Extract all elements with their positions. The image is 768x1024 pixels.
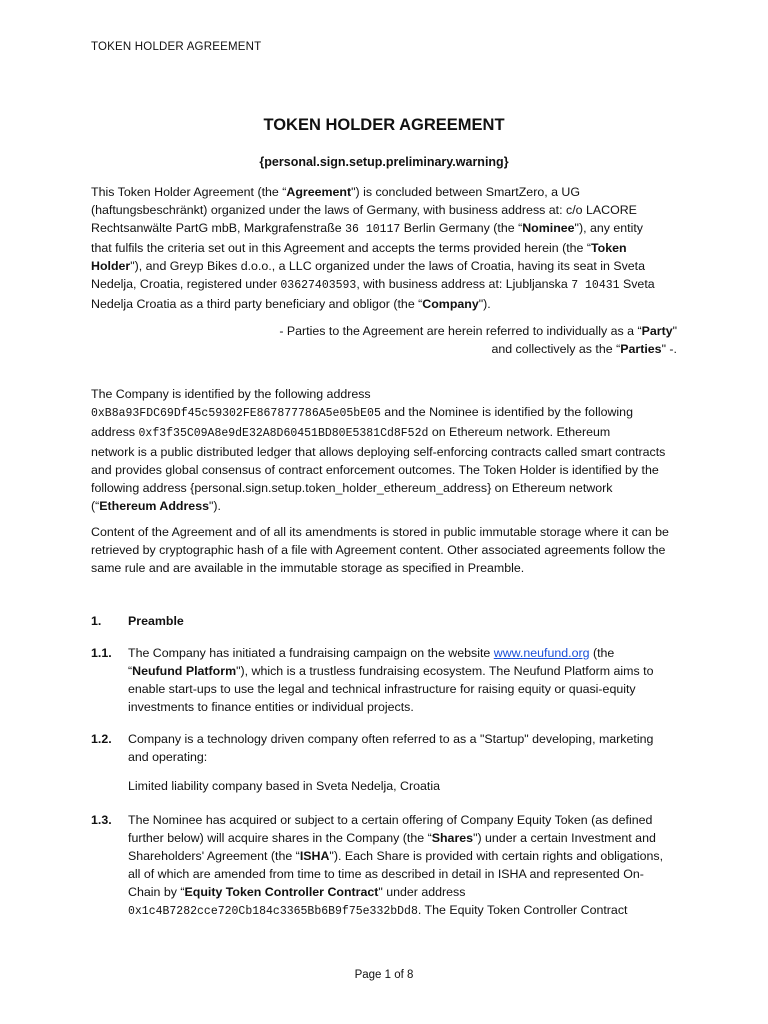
clause-1-1: The Company has initiated a fundraising campaign on the website www.neufund.org (the “Neufund Platform"), which is a trustless fundraising ecosystem. The Neufund Platform aims to enable start-ups to use the legal and technical infrastructure for raising equity or quasi-equity investments to finance entities or individual projects. — [128, 646, 654, 714]
clause-1-2-number: 1.2. — [91, 732, 112, 746]
section-1-heading: 1. Preamble — [91, 614, 184, 628]
clause-1-3-number: 1.3. — [91, 813, 112, 827]
neufund-link[interactable]: www.neufund.org — [493, 646, 590, 660]
nominee-address: 0xf3f35C09A8e9dE32A8D60451BD80E5381Cd8F52d — [138, 427, 429, 440]
controller-contract-address: 0x1c4B7282cce720Cb184c3365Bb6B9f75e332bDd8 — [128, 905, 418, 918]
intro-paragraph: This Token Holder Agreement (the “Agreement") is concluded between SmartZero, a UG (haftungsbeschränkt) organized under the laws of Germany, with business address at: c/o LACORE Rechtsanwälte PartG mbB, Markgrafenstraße 36 10117 Berlin Germany (the “Nominee"), any entity that fulfils the criteria set out in this Agreement and accepts the terms provided herein (the “Token Holder"), and Greyp Bikes d.o.o., a LLC organized under the laws of Croatia, having its seat in Sveta Nedelja, Croatia, registered under 03627403593, with business address at: Ljubljanska 7 10431 Sveta Nedelja Croatia as a third party beneficiary and obligor (the “Company"). — [91, 185, 655, 311]
document-title: TOKEN HOLDER AGREEMENT — [263, 116, 505, 134]
clause-1-1-number: 1.1. — [91, 646, 112, 660]
page-number: Page 1 of 8 — [354, 969, 414, 981]
clause-1-2-company-type: Limited liability company based in Sveta Nedelja, Croatia — [128, 779, 440, 793]
company-address: 0xB8a93FDC69Df45c59302FE867877786A5e05bE05 — [91, 407, 381, 420]
preliminary-warning: {personal.sign.setup.preliminary.warning} — [259, 155, 509, 169]
clause-1-3: The Nominee has acquired or subject to a certain offering of Company Equity Token (as defined further below) will acquire shares in the Company (the “Shares") under a certain Investment and Shareholders' Agreement (the “ISHA"). Each Share is provided with certain rights and obligations, all of which are amended from time to time as described in detail in ISHA and represented On- Chain by “Equity Token Controller Contract" under address 0x1c4B7282cce720Cb184c3365Bb6B9f75e332bDd8. The Equity Token Controller Contract — [128, 813, 664, 918]
address-paragraph: The Company is identified by the following address 0xB8a93FDC69Df45c59302FE867877786A5e05bE05 and the Nominee is identified by the following address 0xf3f35C09A8e9dE32A8D60451BD80E5381Cd8F52d on Ethereum network. Ethereum network is a public distributed ledger that allows deploying self-enforcing contracts called smart contracts and provides global consensus of contract enforcement outcomes. The Token Holder is identified by the following address {personal.sign.setup.token_holder_ethereum_address} on Ethereum network (“Ethereum Address"). — [91, 387, 666, 513]
parties-definition: - Parties to the Agreement are herein referred to individually as a “Party" and collectively as the “Parties" -. — [279, 324, 677, 356]
storage-paragraph: Content of the Agreement and of all its amendments is stored in public immutable storage where it can be retrieved by cryptographic hash of a file with Agreement content. Other associated agreements follow the same rule and are available in the immutable storage as specified in Preamble. — [91, 525, 669, 575]
running-header: TOKEN HOLDER AGREEMENT — [91, 41, 262, 53]
clause-1-2: Company is a technology driven company often referred to as a "Startup" developing, marketing and operating: — [128, 732, 654, 764]
